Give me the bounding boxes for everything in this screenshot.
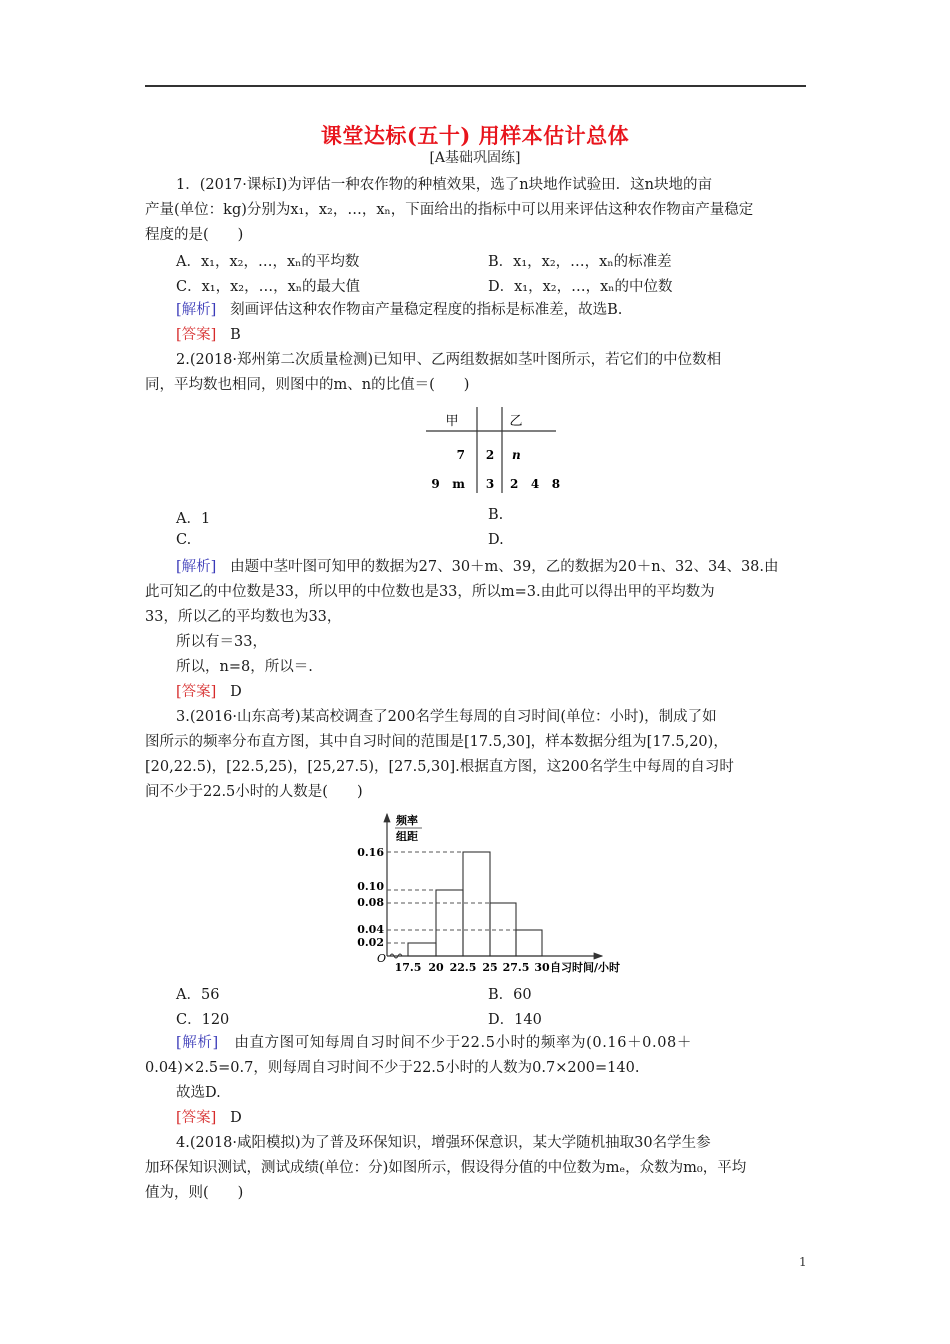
q2-option-a: A．1: [176, 511, 211, 527]
svg-text:0.02: 0.02: [357, 936, 384, 949]
analysis-label: [解析]: [176, 559, 217, 575]
svg-text:0.10: 0.10: [357, 880, 384, 893]
q2-line-2: 同，平均数也相同，则图中的m、n的比值＝( ): [145, 377, 470, 393]
q2-line-1: 2.(2018·郑州第二次质量检测)已知甲、乙两组数据如茎叶图所示，若它们的中位数相: [176, 352, 722, 368]
q2-analysis: [176, 557, 810, 577]
answer-value: B: [230, 327, 241, 343]
q2-analysis-line-4: 所以有＝33，: [176, 634, 267, 650]
q1-analysis: [176, 300, 810, 320]
stem-leaf-row2-stem: 3: [485, 477, 495, 491]
frequency-histogram: [350, 810, 640, 980]
q2-analysis-line-5: 所以，n=8，所以＝.: [176, 659, 313, 675]
bar-25-27.5: [490, 903, 516, 956]
svg-text:频率: 频率: [396, 814, 418, 827]
analysis-label: [解析]: [176, 302, 217, 318]
stem-leaf-left-header: 甲: [445, 414, 459, 429]
q3-line-2: 图所示的频率分布直方图，其中自习时间的范围是[17.5,30]，样本数据分组为[17.5,20)，: [145, 734, 728, 750]
bar-20-22.5: [436, 890, 463, 956]
q3-line-3: [20,22.5)，[22.5,25)，[25,27.5)，[27.5,30].根据直方图，这200名学生中每周的自习时: [145, 759, 734, 775]
q2-answer: [176, 682, 810, 702]
stem-leaf-row2-right: 2 4 8: [510, 477, 561, 491]
bar-22.5-25: [463, 852, 490, 956]
answer-value: D: [230, 684, 242, 700]
q3-option-b: B．60: [488, 987, 532, 1003]
header-rule: [145, 85, 806, 87]
q2-option-c: C.: [176, 532, 192, 548]
q2-analysis-line-3: 33，所以乙的平均数也为33，: [145, 609, 342, 625]
svg-text:自习时间/小时: 自习时间/小时: [550, 961, 621, 974]
analysis-text: 由题中茎叶图可知甲的数据为27、30＋m、39，乙的数据为20＋n、32、34、38.由: [230, 559, 779, 575]
q3-line-4: 间不少于22.5小时的人数是( ): [145, 784, 363, 800]
svg-text:0.16: 0.16: [357, 846, 384, 859]
q3-analysis-line-3: 故选D.: [176, 1085, 221, 1101]
q1-answer: [176, 325, 810, 345]
stem-leaf-row2-left: 9 m: [431, 477, 465, 491]
q1-option-c: C．x₁，x₂，…，xₙ的最大值: [176, 279, 361, 295]
q4-line-2: 加环保知识测试，测试成绩(单位：分)如图所示，假设得分值的中位数为mₑ，众数为m₀，平均: [145, 1160, 747, 1176]
q3-answer: [176, 1108, 810, 1128]
analysis-text: 由直方图可知每周自习时间不少于22.5小时的频率为(0.16＋0.08＋: [234, 1035, 692, 1051]
stem-leaf-right-header: 乙: [509, 414, 523, 429]
q3-option-c: C．120: [176, 1012, 230, 1028]
q4-line-1: 4.(2018·咸阳模拟)为了普及环保知识，增强环保意识，某大学随机抽取30名学生参: [176, 1135, 711, 1151]
q3-analysis: [176, 1033, 810, 1053]
page-number: 1: [799, 1255, 807, 1269]
q1-line-2: 产量(单位：kg)分别为x₁，x₂，…，xₙ，下面给出的指标中可以用来评估这种农作物亩产量稳定: [145, 202, 754, 218]
svg-text:O: O: [377, 952, 387, 965]
bar-27.5-30: [516, 930, 542, 956]
q1-line-1: 1．(2017·课标Ⅰ)为评估一种农作物的种植效果，选了n块地作试验田．这n块地的亩: [176, 177, 712, 193]
svg-text:27.5: 27.5: [502, 961, 530, 974]
bar-17.5-20: [408, 943, 436, 956]
q2-analysis-line-2: 此可知乙的中位数是33，所以甲的中位数也是33，所以m=3.由此可以得出甲的平均数为: [145, 584, 715, 600]
svg-text:0.04: 0.04: [357, 923, 384, 936]
svg-text:20: 20: [428, 961, 444, 974]
q3-option-d: D．140: [488, 1012, 542, 1028]
svg-text:25: 25: [482, 961, 498, 974]
q1-line-3: 程度的是( ): [145, 227, 244, 243]
page-title: 课堂达标(五十) 用样本估计总体: [320, 123, 630, 148]
analysis-text: 刻画评估这种农作物亩产量稳定程度的指标是标准差，故选B.: [230, 302, 623, 318]
q3-analysis-line-2: 0.04)×2.5=0.7，则每周自习时间不少于22.5小时的人数为0.7×200=140.: [145, 1060, 640, 1076]
q1-option-d: D．x₁，x₂，…，xₙ的中位数: [488, 279, 673, 295]
svg-text:17.5: 17.5: [394, 961, 422, 974]
section-subtitle: [A基础巩固练]: [429, 150, 521, 166]
q2-option-d: D.: [488, 532, 504, 548]
q1-option-b: B．x₁，x₂，…，xₙ的标准差: [488, 254, 672, 270]
svg-text:组距: 组距: [396, 830, 418, 843]
answer-label: [答案]: [176, 1110, 217, 1126]
svg-text:0.08: 0.08: [357, 896, 384, 909]
svg-text:22.5: 22.5: [449, 961, 477, 974]
analysis-label: [解析]: [176, 1035, 219, 1051]
stem-leaf-plot: [420, 405, 565, 495]
q1-option-a: A．x₁，x₂，…，xₙ的平均数: [176, 254, 360, 270]
answer-value: D: [230, 1110, 242, 1126]
q3-line-1: 3.(2016·山东高考)某高校调查了200名学生每周的自习时间(单位：小时)，制成了如: [176, 709, 717, 725]
stem-leaf-row1-left: 7: [456, 448, 465, 462]
answer-label: [答案]: [176, 684, 217, 700]
stem-leaf-row1-right: n: [512, 448, 521, 462]
answer-label: [答案]: [176, 327, 217, 343]
stem-leaf-row1-stem: 2: [485, 448, 495, 462]
q3-option-a: A．56: [176, 987, 220, 1003]
q4-line-3: 值为，则( ): [145, 1185, 244, 1201]
svg-text:30: 30: [534, 961, 550, 974]
q2-option-b: B.: [488, 507, 504, 523]
